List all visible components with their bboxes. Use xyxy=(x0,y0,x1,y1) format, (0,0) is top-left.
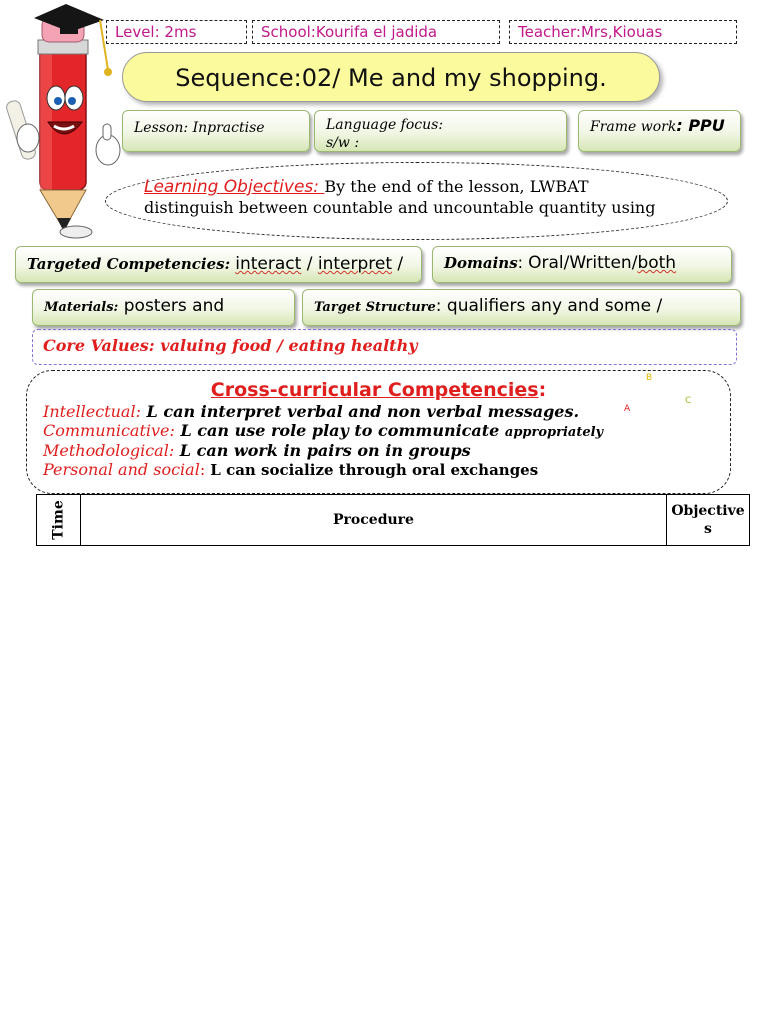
learning-objectives-line1: By the end of the lesson, LWBAT xyxy=(324,177,589,196)
cross-curricular-title: Cross-curricular Competencies xyxy=(210,379,539,401)
intellectual-label: Intellectual: xyxy=(43,402,141,421)
domains-value-both: both xyxy=(637,253,677,273)
frame-work-box xyxy=(578,110,741,152)
domains-box xyxy=(432,246,732,283)
target-structure-box xyxy=(302,289,741,326)
time-header xyxy=(37,495,81,546)
competency-separator-1: / xyxy=(301,254,318,274)
learning-objectives-line2: distinguish between countable and uncountable quantity using xyxy=(144,198,656,217)
intellectual-text: L can interpret verbal and non verbal messages. xyxy=(140,402,580,421)
sequence-title-text: Sequence:02/ Me and my shopping. xyxy=(175,64,607,92)
communicative-small: appropriately xyxy=(504,425,604,440)
competency-separator-2: / xyxy=(392,254,404,274)
objectives-header-line2: s xyxy=(704,521,712,537)
teacher-field xyxy=(509,20,737,44)
procedure-table xyxy=(36,494,750,546)
methodological-label: Methodological: xyxy=(43,441,175,460)
objectives-header-line1: Objective xyxy=(671,503,745,519)
school-text: School:Kourifa el jadida xyxy=(261,23,438,41)
mark-c: C xyxy=(685,396,692,406)
cross-curricular-colon: : xyxy=(538,379,547,401)
communicative-label: Communicative: xyxy=(43,421,175,440)
cross-curricular-heading xyxy=(26,379,731,401)
language-focus-label: Language focus: xyxy=(326,117,444,133)
methodological-line xyxy=(43,441,471,460)
procedure-header xyxy=(81,495,667,546)
teacher-text: Teacher:Mrs,Kiouas xyxy=(518,23,663,41)
communicative-text: L can use role play to communicate xyxy=(174,421,505,440)
target-structure-value: : qualifiers any and some / xyxy=(435,296,663,316)
competency-interpret: interpret xyxy=(317,254,392,274)
domains-label: Domains xyxy=(444,254,518,272)
level-text: Level: 2ms xyxy=(115,23,197,41)
targeted-competencies-label: Targeted Competencies: xyxy=(27,255,231,273)
personal-social-line xyxy=(43,460,538,479)
lesson-box xyxy=(122,110,310,152)
personal-social-colon: : xyxy=(199,460,211,479)
objectives-header xyxy=(667,495,750,546)
frame-work-label: Frame work xyxy=(590,119,677,135)
learning-objectives-label: Learning Objectives: xyxy=(144,177,325,197)
personal-social-text: L can socialize through oral exchanges xyxy=(210,461,539,479)
mark-a: A xyxy=(624,404,631,414)
lesson-value: Inpractise xyxy=(188,120,265,136)
mark-b: B xyxy=(646,373,653,383)
domains-colon: : xyxy=(517,253,529,272)
personal-social-label: Personal and social xyxy=(43,460,200,479)
sequence-title xyxy=(122,52,660,102)
procedure-header-text: Procedure xyxy=(333,512,414,528)
language-focus-box xyxy=(314,110,567,152)
time-header-text: Time xyxy=(50,500,67,540)
frame-work-value: : PPU xyxy=(676,116,725,135)
communicative-line xyxy=(43,421,603,440)
lesson-label: Lesson: xyxy=(134,120,189,136)
core-values-text: Core Values: valuing food / eating healthy xyxy=(43,336,418,355)
materials-box xyxy=(32,289,295,326)
intellectual-line xyxy=(43,402,579,421)
methodological-text: L can work in pairs on in groups xyxy=(174,441,471,460)
competency-interact: interact xyxy=(235,254,302,274)
core-values-box xyxy=(32,329,737,365)
learning-objectives xyxy=(144,176,684,218)
target-structure-label: Target Structure xyxy=(314,300,436,315)
level-field xyxy=(106,20,247,44)
school-field xyxy=(252,20,500,44)
materials-value: posters and xyxy=(118,296,225,316)
domains-value: Oral/Written/ xyxy=(528,253,638,273)
materials-label: Materials: xyxy=(44,300,119,315)
table-header-row xyxy=(37,495,750,546)
language-focus-cut-line: s/w : xyxy=(326,135,360,151)
targeted-competencies-box xyxy=(15,246,422,283)
